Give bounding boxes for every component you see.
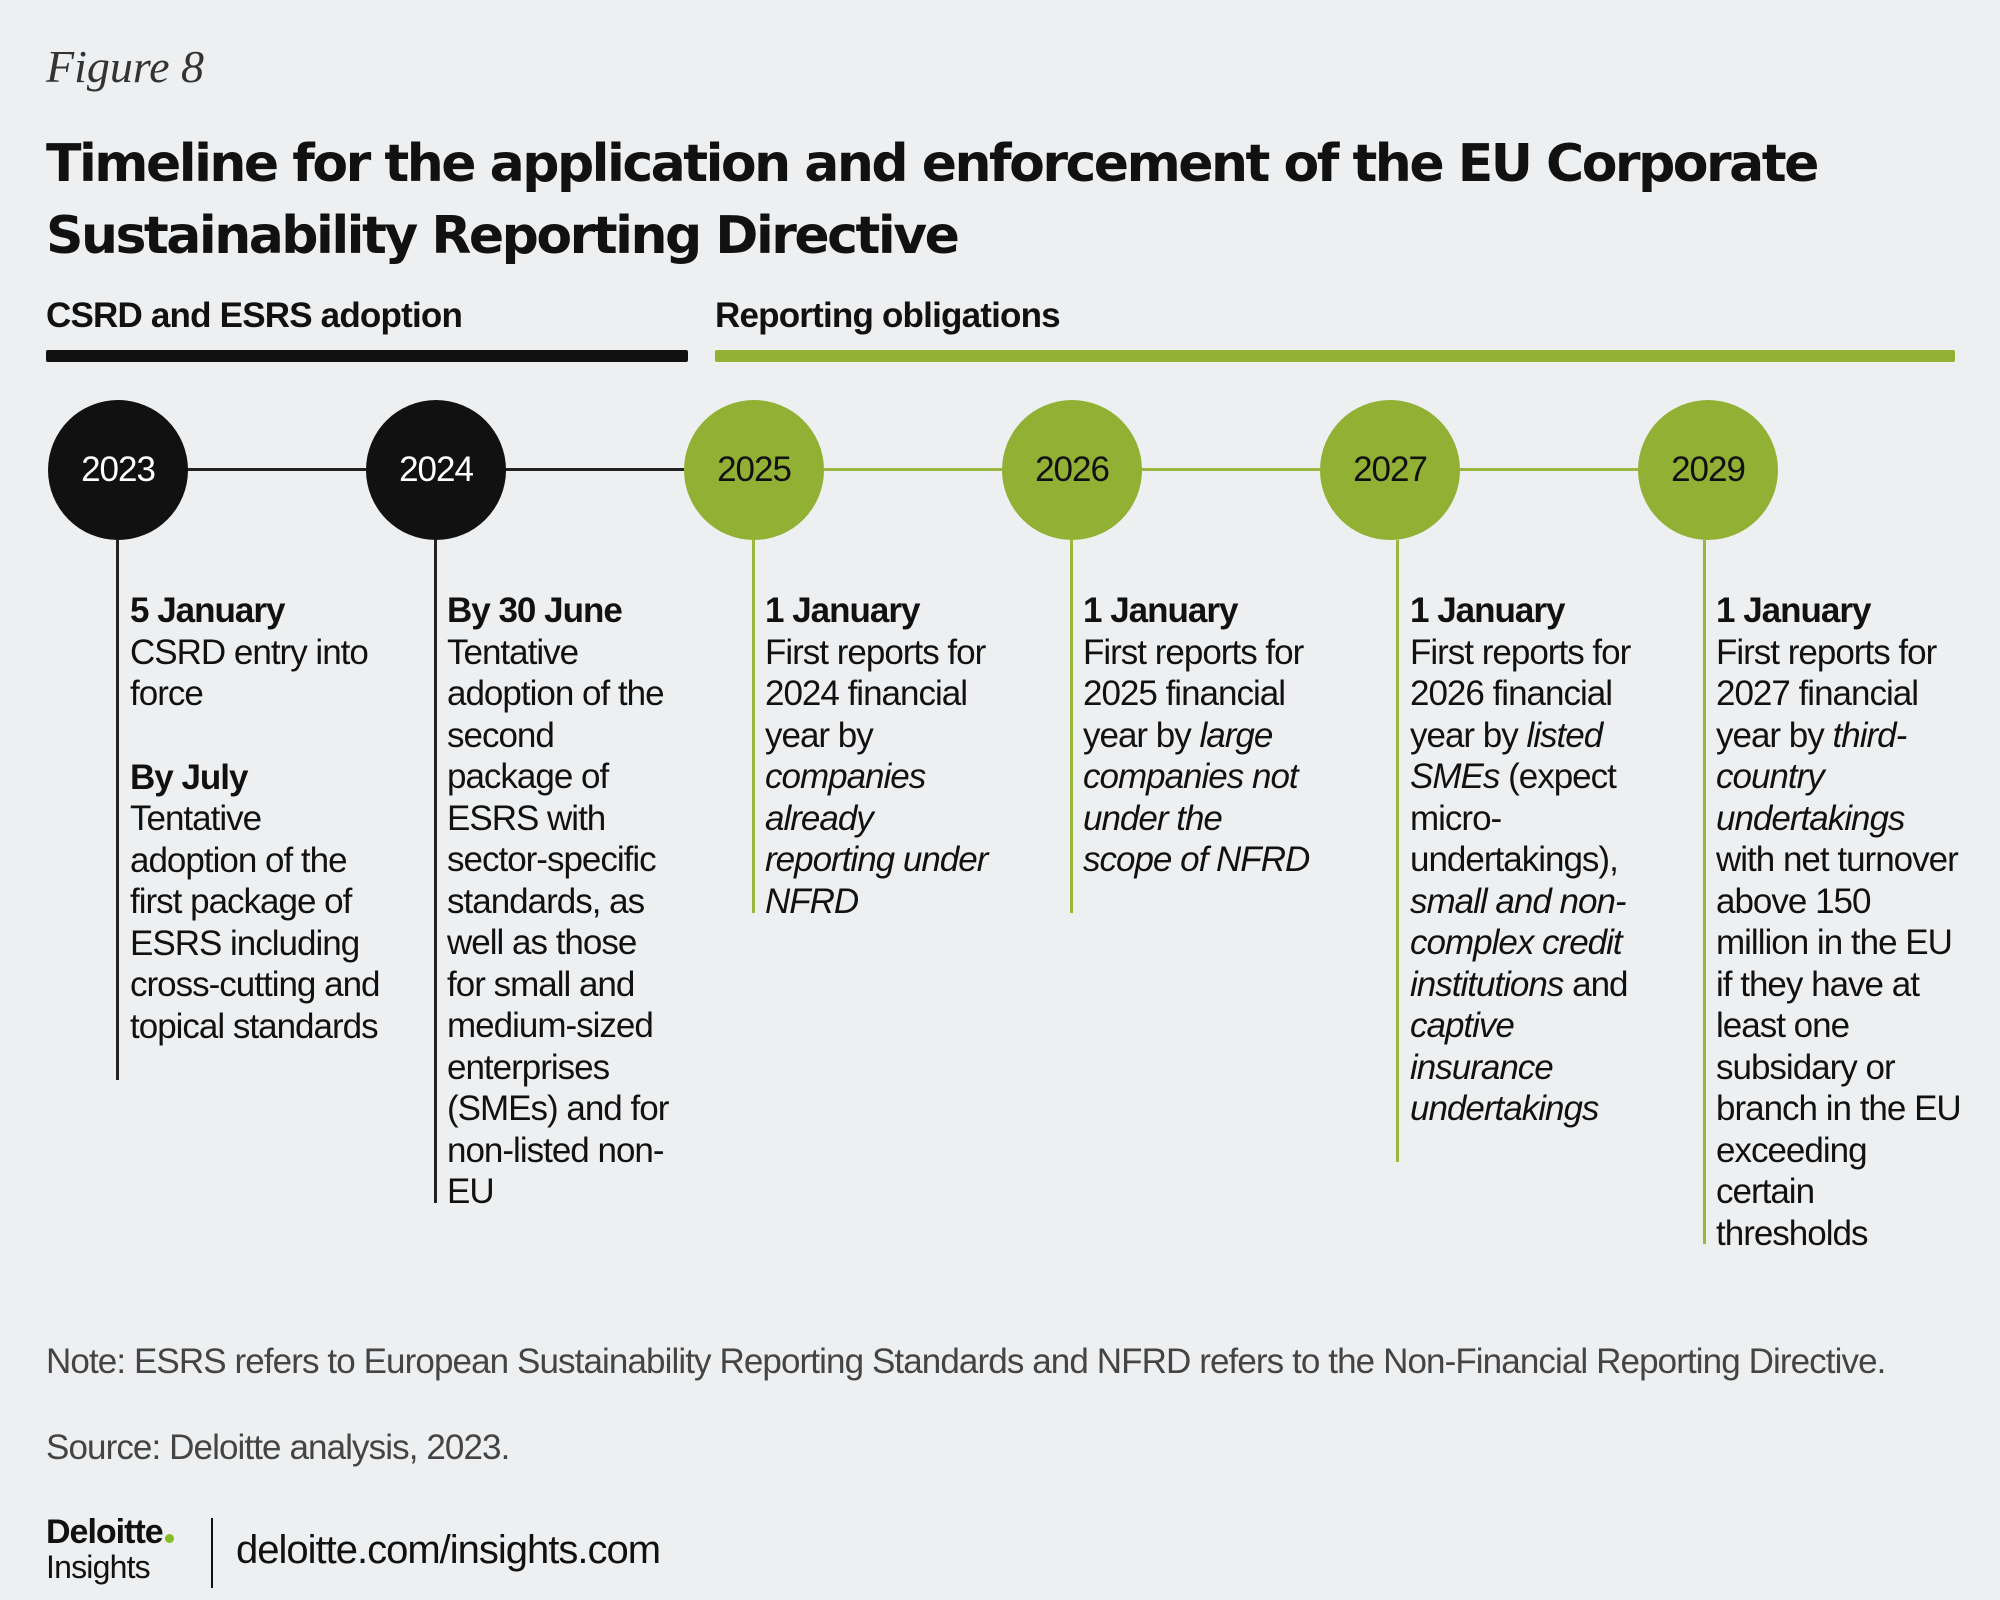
event-text-emphasis: third-country undertakings <box>1716 715 1907 838</box>
event-description <box>1083 632 1318 881</box>
event-text-emphasis: small and non-complex credit institutions <box>1410 881 1626 1004</box>
section-label-reporting: Reporting obligations <box>715 296 1060 335</box>
drop-line-2026 <box>1070 540 1073 913</box>
event-2026 <box>1083 590 1318 881</box>
year-label: 2023 <box>81 450 155 489</box>
event-block <box>130 590 380 715</box>
connector-2023-2024 <box>186 468 366 471</box>
event-text-emphasis: large companies not under the scope of NFRD <box>1083 715 1310 879</box>
event-text-emphasis: companies already reporting under NFRD <box>765 757 988 921</box>
event-text: First reports for 2026 financial year by <box>1410 632 1631 755</box>
event-description <box>447 632 682 1213</box>
event-2027 <box>1410 590 1635 1130</box>
event-date: 1 January <box>1083 591 1238 630</box>
connector-2025-2026 <box>822 468 1002 471</box>
deloitte-logo <box>46 1514 174 1584</box>
event-description <box>1716 632 1961 1255</box>
year-circle-2026 <box>1002 400 1142 540</box>
brand-dot-icon <box>165 1534 174 1543</box>
event-text: First reports for 2025 financial year by <box>1083 632 1304 755</box>
event-date: 5 January <box>130 591 285 630</box>
event-date: 1 January <box>1410 591 1565 630</box>
event-text: with net turnover above 150 million in the EU if they have at least one subsidary or branch in the EU exceeding certain thresholds <box>1716 840 1961 1253</box>
connector-2027-2029 <box>1458 468 1638 471</box>
year-circle-2023 <box>48 400 188 540</box>
year-label: 2024 <box>399 450 473 489</box>
event-text-emphasis: listed SMEs <box>1410 715 1603 796</box>
drop-line-2023 <box>116 540 119 1080</box>
section-label-adoption: CSRD and ESRS adoption <box>46 296 463 335</box>
source-line: Source: Deloitte analysis, 2023. <box>46 1428 510 1467</box>
figure-label: Figure 8 <box>46 41 204 92</box>
event-description <box>130 798 380 1047</box>
drop-line-2027 <box>1396 540 1399 1162</box>
brand-name: Deloitte <box>46 1513 163 1551</box>
year-circle-2029 <box>1638 400 1778 540</box>
footnote: Note: ESRS refers to European Sustainability Reporting Standards and NFRD refers to the Non-Financial Reporting Directive. <box>46 1342 1886 1381</box>
brand-sub: Insights <box>46 1549 150 1585</box>
event-block <box>765 590 1000 922</box>
adoption-bar <box>46 350 688 362</box>
year-label: 2026 <box>1035 450 1109 489</box>
drop-line-2024 <box>434 540 437 1203</box>
event-text: (expect micro-undertakings), <box>1410 757 1618 879</box>
event-2029 <box>1716 590 1961 1254</box>
event-description <box>1410 632 1635 1130</box>
event-block <box>130 757 380 1048</box>
event-text: and <box>1563 964 1628 1004</box>
event-date: 1 January <box>765 591 920 630</box>
event-2025 <box>765 590 1000 922</box>
page-title: Timeline for the application and enforcement of the EU Corporate Sustainability Reporting Directive <box>46 134 1817 266</box>
event-date: By July <box>130 757 248 797</box>
event-block <box>1083 590 1318 881</box>
brand-url[interactable]: deloitte.com/insights.com <box>236 1528 661 1572</box>
event-text: CSRD entry into force <box>130 632 368 713</box>
event-date: 1 January <box>1716 591 1871 630</box>
event-text: First reports for 2024 financial year by <box>765 632 986 755</box>
event-text: First reports for 2027 financial year by <box>1716 632 1937 755</box>
event-text: Tentative adoption of the first package of ESRS including cross-cutting and topical standards <box>130 799 380 1046</box>
event-2023 <box>130 590 380 1047</box>
connector-2024-2025 <box>504 468 684 471</box>
event-date: By 30 June <box>447 591 622 630</box>
drop-line-2029 <box>1703 540 1706 1244</box>
drop-line-2025 <box>752 540 755 913</box>
reporting-bar <box>715 350 1955 362</box>
event-2024 <box>447 590 682 1213</box>
year-label: 2029 <box>1671 450 1745 489</box>
block-gap <box>130 715 380 757</box>
event-text-emphasis: captive insurance undertakings <box>1410 1006 1599 1128</box>
year-circle-2024 <box>366 400 506 540</box>
year-label: 2025 <box>717 450 791 489</box>
year-circle-2027 <box>1320 400 1460 540</box>
event-block <box>1716 590 1961 1254</box>
event-text: Tentative adoption of the second package of ESRS with sector-specific standards, as well as those for small and medium-sized enterprises (SMEs) and for non-listed non-EU <box>447 632 669 1211</box>
connector-2026-2027 <box>1140 468 1320 471</box>
brand-divider <box>211 1518 213 1588</box>
event-block <box>1410 590 1635 1130</box>
year-label: 2027 <box>1353 450 1427 489</box>
event-block <box>447 590 682 1213</box>
event-description <box>765 632 1000 923</box>
event-description <box>130 632 380 715</box>
year-circle-2025 <box>684 400 824 540</box>
